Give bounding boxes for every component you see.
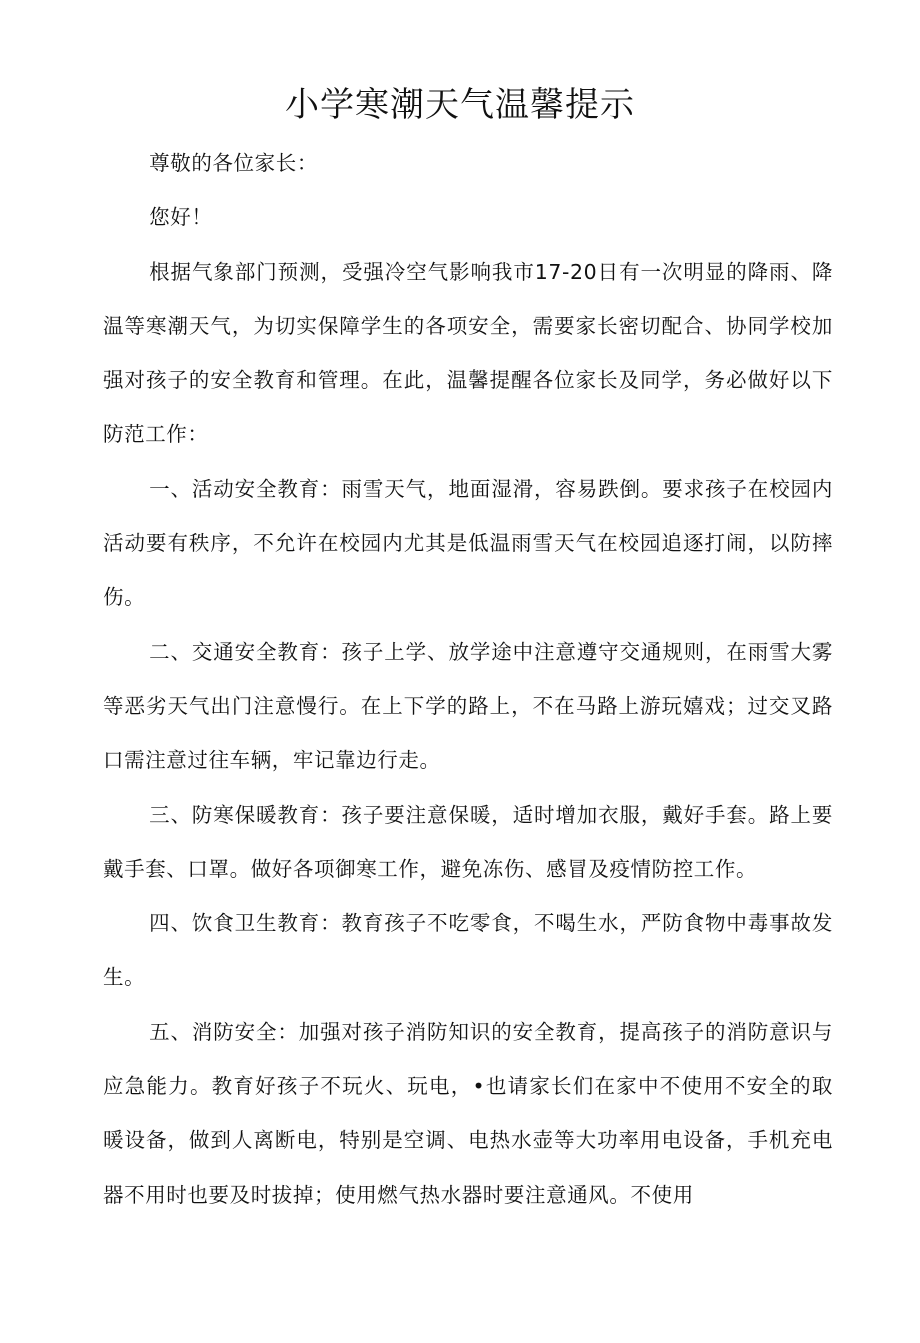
activity-safety-paragraph: 一、活动安全教育：雨雪天气，地面湿滑，容易跌倒。要求孩子在校园内活动要有秩序，不允许在校园内尤其是低温雨雪天气在校园追逐打闹，以防摔伤。 (103, 476, 833, 610)
food-hygiene-paragraph: 四、饮食卫生教育：教育孩子不吃零食，不喝生水，严防食物中毒事故发生。 (103, 911, 833, 990)
document-title: 小学寒潮天气温馨提示 (285, 85, 635, 125)
fire-safety-paragraph: 五、消防安全：加强对孩子消防知识的安全教育，提高孩子的消防意识与应急能力。教育好孩子不玩火、玩电，•也请家长们在家中不使用不安全的取暖设备，做到人离断电，特别是空调、电热水壶等大功率用电设备，手机充电器不用时也要及时拔掉；使用燃气热水器时要注意通风。不使用 (103, 1019, 833, 1207)
traffic-safety-paragraph: 二、交通安全教育：孩子上学、放学途中注意遵守交通规则，在雨雪大雾等恶劣天气出门注意慢行。在上下学的路上，不在马路上游玩嬉戏；过交叉路口需注意过往车辆，牢记靠边行走。 (103, 639, 833, 773)
intro-paragraph: 根据气象部门预测，受强冷空气影响我市17-20日有一次明显的降雨、降温等寒潮天气，为切实保障学生的各项安全，需要家长密切配合、协同学校加强对孩子的安全教育和管理。在此，温馨提醒各位家长及同学，务必做好以下防范工作： (103, 259, 833, 447)
document-body (103, 136, 833, 1222)
greeting: 您好！ (149, 205, 213, 230)
salutation: 尊敬的各位家长： (149, 151, 318, 175)
cold-protection-paragraph: 三、防寒保暖教育：孩子要注意保暖，适时增加衣服，戴好手套。路上要戴手套、口罩。做好各项御寒工作，避免冻伤、感冒及疫情防控工作。 (103, 802, 833, 881)
